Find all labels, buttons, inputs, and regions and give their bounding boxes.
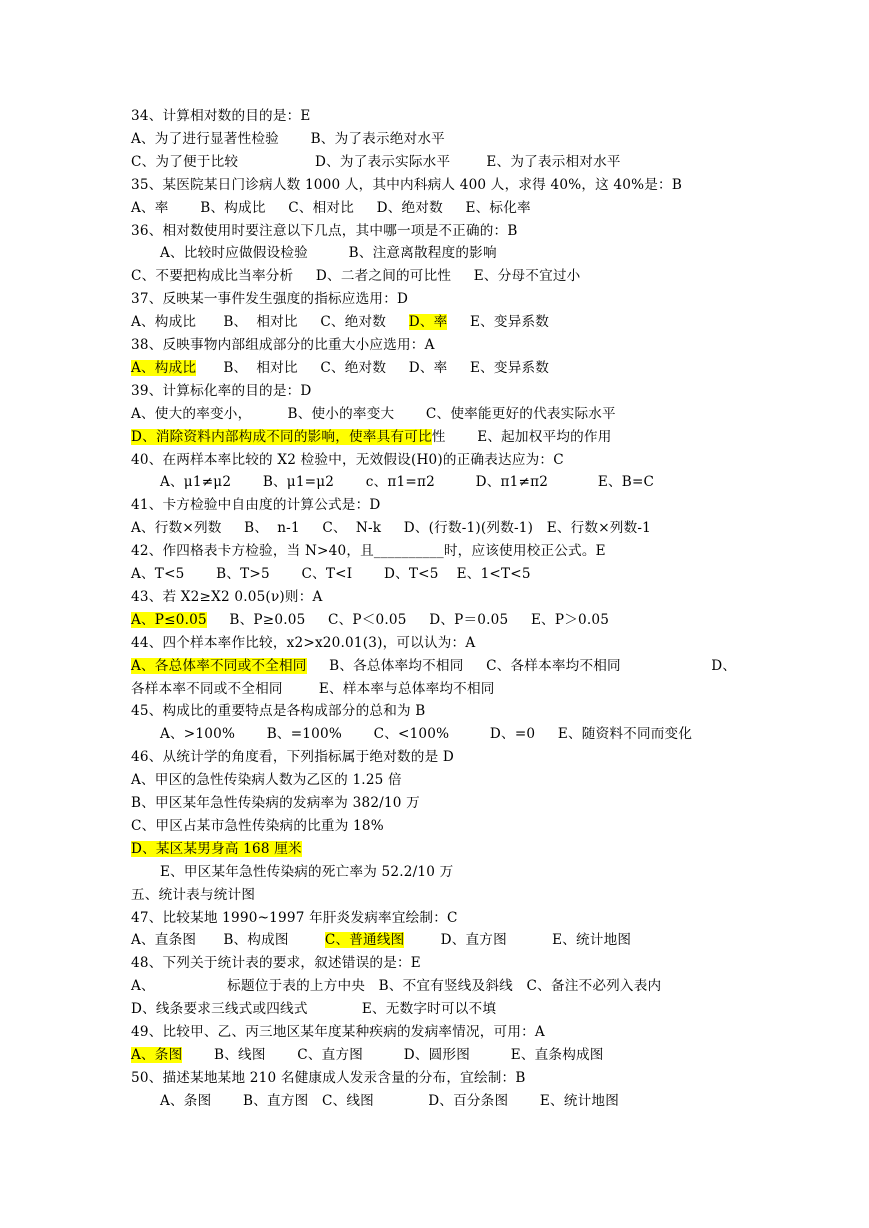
line-text: 49、比较甲、乙、丙三地区某年度某种疾病的发病率情况，可用：A bbox=[131, 1024, 545, 1040]
line-text: B、线图 C、直方图 D、圆形图 E、直条构成图 bbox=[182, 1046, 604, 1063]
text-line bbox=[131, 1022, 851, 1042]
text-line bbox=[131, 656, 851, 676]
text-line bbox=[131, 747, 851, 767]
text-line bbox=[131, 404, 851, 424]
text-line bbox=[131, 106, 851, 126]
text-line bbox=[131, 335, 851, 355]
highlighted-answer: A、构成比 bbox=[131, 359, 197, 376]
line-text: B、各总体率均不相同 C、各样本率均不相同 D、 bbox=[306, 657, 737, 674]
text-line bbox=[131, 953, 851, 973]
line-text: 48、下列关于统计表的要求，叙述错误的是：E bbox=[131, 955, 421, 972]
line-text: A、条图 B、直方图 C、线图 D、百分条图 E、统计地图 bbox=[160, 1092, 620, 1109]
text-line bbox=[131, 198, 851, 218]
text-line bbox=[131, 289, 851, 309]
line-text: A、行数×列数 B、 n-1 C、 N-k D、(行数-1)(列数-1) E、行数×列数-1 bbox=[131, 520, 652, 537]
highlighted-answer: A、条图 bbox=[131, 1046, 183, 1063]
text-line bbox=[131, 885, 851, 905]
text-line bbox=[131, 1045, 851, 1065]
line-text: 45、构成比的重要特点是各构成部分的总和为 B bbox=[131, 703, 426, 720]
text-line bbox=[131, 427, 851, 447]
text-line bbox=[131, 541, 851, 561]
text-line bbox=[131, 633, 851, 653]
line-text: 40、在两样本率比较的 X2 检验中，无效假设(H0)的正确表达应为：C bbox=[131, 451, 564, 468]
line-text: A、构成比 B、 相对比 C、绝对数 bbox=[131, 314, 409, 331]
line-text: A、使大的率变小， B、使小的率变大 C、使率能更好的代表实际水平 bbox=[131, 405, 616, 422]
line-text: 46、从统计学的角度看，下列指标属于绝对数的是 D bbox=[131, 749, 454, 766]
text-line bbox=[131, 793, 851, 813]
text-line bbox=[131, 816, 851, 836]
text-line bbox=[131, 152, 851, 172]
text-line bbox=[131, 312, 851, 332]
text-line bbox=[131, 221, 851, 241]
text-line bbox=[131, 129, 851, 149]
highlighted-answer: A、各总体率不同或不全相同 bbox=[131, 657, 307, 674]
line-text: D、直方图 E、统计地图 bbox=[404, 932, 632, 949]
text-line bbox=[131, 564, 851, 584]
line-text: A、为了进行显著性检验 B、为了表示绝对水平 bbox=[131, 130, 445, 147]
text-line bbox=[131, 358, 851, 378]
line-text: A、μ1≠μ2 B、μ1=μ2 c、π1=π2 D、π1≠π2 E、B=C bbox=[160, 474, 655, 491]
line-text: 44、四个样本率作比较，x2>x20.01(3)，可以认为：A bbox=[131, 634, 476, 651]
line-text: 各样本率不同或不全相同 E、样本率与总体率均不相同 bbox=[131, 680, 495, 697]
text-line bbox=[131, 175, 851, 195]
text-line bbox=[131, 770, 851, 790]
text-line bbox=[160, 724, 869, 744]
line-text: 47、比较某地 1990~1997 年肝炎发病率宜绘制：C bbox=[131, 909, 458, 926]
line-text: 34、计算相对数的目的是：E bbox=[131, 108, 311, 124]
line-text: A、比较时应做假设检验 B、注意离散程度的影响 bbox=[160, 245, 497, 262]
text-line bbox=[131, 450, 851, 470]
line-text: 43、若 X2≥X2 0.05(ν)则：A bbox=[131, 588, 323, 605]
text-line bbox=[131, 381, 851, 401]
line-text: B、P≥0.05 C、P＜0.05 D、P＝0.05 E、P＞0.05 bbox=[206, 611, 610, 628]
text-line bbox=[160, 1091, 869, 1111]
line-text: 35、某医院某日门诊病人数 1000 人，其中内科病人 400 人，求得 40%，这 40%是：B bbox=[131, 176, 683, 193]
line-text: A、 标题位于表的上方中央 B、不宜有竖线及斜线 C、备注不必列入表内 bbox=[131, 978, 662, 995]
line-text: 36、相对数使用时要注意以下几点，其中哪一项是不正确的：B bbox=[131, 222, 518, 239]
line-text: C、为了便于比较 D、为了表示实际水平 E、为了表示相对水平 bbox=[131, 153, 621, 170]
highlighted-answer: C、普通线图 bbox=[324, 932, 405, 949]
text-line bbox=[160, 472, 869, 492]
line-text: D、线条要求三线式或四线式 E、无数字时可以不填 bbox=[131, 1001, 497, 1018]
text-line bbox=[131, 610, 851, 630]
text-line bbox=[131, 1068, 851, 1088]
line-text: C、不要把构成比当率分析 D、二者之间的可比性 E、分母不宜过小 bbox=[131, 268, 581, 285]
line-text: C、甲区占某市急性传染病的比重为 18% bbox=[131, 817, 384, 834]
line-text: 37、反映某一事件发生强度的指标应选用：D bbox=[131, 291, 409, 308]
line-text: A、直条图 B、构成图 bbox=[131, 932, 325, 949]
highlighted-answer: D、率 bbox=[408, 314, 448, 331]
text-line bbox=[131, 930, 851, 950]
text-line bbox=[131, 976, 851, 996]
line-text: E、变异系数 bbox=[447, 314, 550, 331]
line-text: B、 相对比 C、绝对数 D、率 E、变异系数 bbox=[196, 359, 550, 376]
text-line bbox=[131, 701, 851, 721]
highlighted-answer: D、某区某男身高 168 厘米 bbox=[131, 840, 302, 857]
line-text: A、甲区的急性传染病人数为乙区的 1.25 倍 bbox=[131, 772, 402, 789]
highlighted-answer: A、P≤0.05 bbox=[131, 611, 207, 628]
line-text: A、率 B、构成比 C、相对比 D、绝对数 E、标化率 bbox=[131, 199, 531, 216]
line-text: 41、卡方检验中自由度的计算公式是：D bbox=[131, 497, 381, 514]
highlighted-answer: D、消除资料内部构成不同的影响，使率具有可比 bbox=[131, 428, 432, 445]
line-text: E、甲区某年急性传染病的死亡率为 52.2/10 万 bbox=[160, 863, 454, 880]
text-line bbox=[131, 908, 851, 928]
line-text: 42、作四格表卡方检验，当 N>40，且__________时，应该使用校正公式。E bbox=[131, 543, 606, 560]
line-text: B、甲区某年急性传染病的发病率为 382/10 万 bbox=[131, 795, 420, 811]
text-line bbox=[131, 839, 851, 859]
text-line bbox=[131, 587, 851, 607]
line-text: A、>100% B、=100% C、<100% D、=0 E、随资料不同而变化 bbox=[160, 726, 693, 743]
text-line bbox=[131, 266, 851, 286]
text-line bbox=[131, 679, 851, 699]
line-text: 38、反映事物内部组成部分的比重大小应选用：A bbox=[131, 337, 435, 353]
text-line bbox=[131, 999, 851, 1019]
text-line bbox=[131, 495, 851, 515]
line-text: 39、计算标化率的目的是：D bbox=[131, 382, 312, 399]
text-line bbox=[160, 862, 869, 882]
line-text: 性 E、起加权平均的作用 bbox=[431, 428, 612, 445]
line-text: A、T<5 B、T>5 C、T<I D、T<5 E、1<T<5 bbox=[131, 566, 531, 582]
line-text: 五、统计表与统计图 bbox=[131, 886, 256, 903]
text-line bbox=[160, 243, 869, 263]
text-line bbox=[131, 518, 851, 538]
line-text: 50、描述某地某地 210 名健康成人发汞含量的分布，宜绘制：B bbox=[131, 1069, 526, 1086]
